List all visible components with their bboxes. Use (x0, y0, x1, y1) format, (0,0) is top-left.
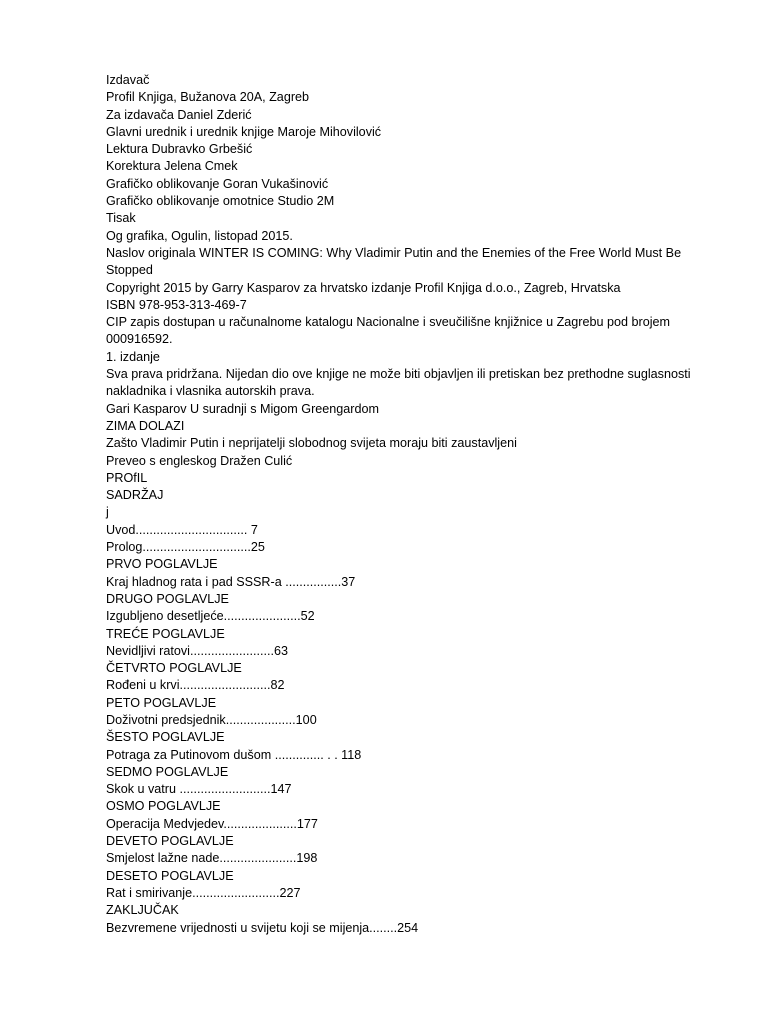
proofreading: Lektura Dubravko Grbešić (106, 142, 253, 157)
chapter-heading: SEDMO POGLAVLJE (106, 764, 229, 779)
chapter-heading: OSMO POGLAVLJE (106, 799, 221, 814)
toc-entry: Izgubljeno desetljeće......................52 (106, 609, 315, 624)
graphic-design: Grafičko oblikovanje Goran Vukašinović (106, 176, 329, 191)
toc-entry: Rođeni u krvi..........................82 (106, 678, 285, 693)
author-line: Gari Kasparov U suradnji s Migom Greengardom (106, 401, 379, 416)
stray-character: j (106, 505, 109, 520)
original-title: Naslov originala WINTER IS COMING: Why Vladimir Putin and the Enemies of the Free World Must Be Stopped (106, 245, 682, 278)
translator: Preveo s engleskog Dražen Culić (106, 453, 293, 468)
rights-notice: Sva prava pridržana. Nijedan dio ove knjige ne može biti objavljen ili pretiskan bez prethodne suglasnosti nakladnika i vlasnika autorskih prava. (106, 367, 691, 399)
chapter-heading: PETO POGLAVLJE (106, 695, 217, 710)
toc-entry: Smjelost lažne nade......................198 (106, 851, 318, 866)
toc-entry: Uvod................................ 7 (106, 522, 258, 537)
editor-in-chief: Glavni urednik i urednik knjige Maroje Mihovilović (106, 124, 382, 139)
cip-record: CIP zapis dostupan u računalnome katalogu Nacionalne i sveučilišne knjižnice u Zagrebu pod brojem 000916592. (106, 315, 671, 347)
chapter-heading: PRVO POGLAVLJE (106, 557, 218, 572)
correction: Korektura Jelena Cmek (106, 159, 238, 174)
publisher-address: Profil Knjiga, Bužanova 20A, Zagreb (106, 90, 310, 105)
chapter-heading: DRUGO POGLAVLJE (106, 591, 229, 606)
cover-design: Grafičko oblikovanje omotnice Studio 2M (106, 194, 335, 209)
publisher-logo-text: PROfIL (106, 470, 148, 485)
toc-entry: Prolog...............................25 (106, 540, 265, 555)
print-heading: Tisak (106, 211, 136, 226)
chapter-heading: ČETVRTO POGLAVLJE (106, 661, 242, 676)
toc-entry: Potraga za Putinovom dušom .............. . . 118 (106, 747, 362, 762)
publisher-heading: Izdavač (106, 73, 150, 87)
chapter-heading: DEVETO POGLAVLJE (106, 834, 234, 849)
chapter-heading: TREĆE POGLAVLJE (106, 626, 225, 641)
chapter-heading: DESETO POGLAVLJE (106, 868, 234, 883)
chapter-heading: ZAKLJUČAK (106, 903, 179, 918)
contents-heading: SADRŽAJ (106, 488, 164, 503)
toc-entry: Doživotni predsjednik....................100 (106, 712, 317, 727)
toc-entry: Rat i smirivanje.........................227 (106, 885, 301, 900)
toc-entry: Bezvremene vrijednosti u svijetu koji se mijenja........254 (106, 920, 419, 935)
toc-entry: Kraj hladnog rata i pad SSSR-a ................37 (106, 574, 356, 589)
book-subtitle: Zašto Vladimir Putin i neprijatelji slobodnog svijeta moraju biti zaustavljeni (106, 436, 517, 451)
edition: 1. izdanje (106, 349, 160, 364)
printer: Og grafika, Ogulin, listopad 2015. (106, 228, 293, 243)
toc-entry: Nevidljivi ratovi........................63 (106, 643, 288, 658)
isbn: ISBN 978-953-313-469-7 (106, 297, 247, 312)
toc-entry: Operacija Medvjedev.....................177 (106, 816, 318, 831)
document-page (106, 72, 706, 937)
toc-entry: Skok u vatru ..........................147 (106, 782, 292, 797)
book-title: ZIMA DOLAZI (106, 418, 185, 433)
chapter-heading: ŠESTO POGLAVLJE (106, 730, 225, 745)
copyright: Copyright 2015 by Garry Kasparov za hrvatsko izdanje Profil Knjiga d.o.o., Zagreb, Hrvatska (106, 280, 621, 295)
publisher-representative: Za izdavača Daniel Zderić (106, 107, 252, 122)
